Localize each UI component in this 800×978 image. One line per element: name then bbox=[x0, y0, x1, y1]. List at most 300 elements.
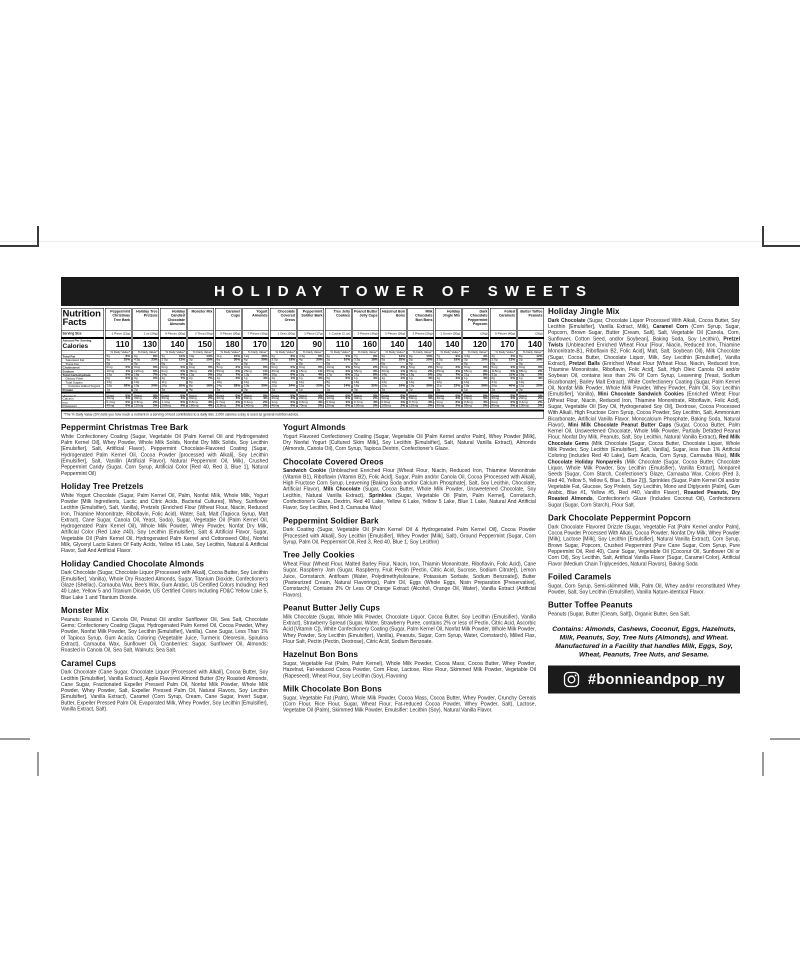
nutrient-value-row: 0g 0% bbox=[326, 376, 350, 381]
nutrient-value-row: 3g 15% bbox=[464, 358, 488, 362]
nutrient-value-row: 0g bbox=[326, 362, 352, 366]
product-column bbox=[105, 308, 132, 408]
nutrient-label: Iron bbox=[62, 400, 104, 404]
nutrient-value-row: 45mg 2% bbox=[271, 369, 295, 373]
nutrient-value-row: 10g 20% bbox=[134, 384, 158, 388]
nutrient-value-row: 14g 28% bbox=[216, 384, 240, 388]
nutrient-value-row: 6g 8% bbox=[271, 354, 295, 358]
daily-value-header: % Daily Value* bbox=[518, 350, 544, 355]
product-column bbox=[490, 308, 517, 408]
nutrient-value-row: 50mg 4% bbox=[409, 396, 433, 401]
nutrient-value-row: 0g bbox=[106, 362, 132, 366]
serving-size-value: 7 Pieces (30g) bbox=[243, 331, 269, 338]
nutrient-value-row: 11g bbox=[243, 380, 269, 384]
serving-size-value: 1 Piece (21g) bbox=[106, 331, 132, 338]
ingredient-section-heading: Monster Mix bbox=[61, 606, 109, 615]
serving-size-value: 2 Tbsp (30g) bbox=[188, 331, 214, 338]
nutrient-value-row: 2g 10% bbox=[519, 358, 543, 362]
serving-size-value: 2 Pieces (26g) bbox=[381, 331, 407, 338]
ingredient-section-heading: Dark Chocolate Peppermint Popcorn bbox=[548, 514, 691, 523]
nutrient-value-row: 16g 6% bbox=[271, 372, 295, 377]
nutrient-value-row: 160mg 4% bbox=[189, 404, 213, 408]
nutrient-value-row: 110mg 2% bbox=[409, 404, 433, 408]
instagram-icon bbox=[563, 671, 580, 688]
nutrient-value-row: 0mcg 0% bbox=[436, 391, 462, 396]
nutrient-value-row: 0mcg 0% bbox=[216, 391, 242, 396]
nutrient-value-row: 10mg 0% bbox=[464, 396, 488, 401]
product-column bbox=[243, 308, 270, 408]
ingredient-section-heading: Yogurt Almonds bbox=[283, 423, 346, 432]
calories-value: 110 bbox=[106, 337, 132, 350]
product-name: Peanut Butter Jelly Cups bbox=[353, 309, 378, 318]
nutrient-label: Protein bbox=[62, 388, 104, 392]
nutrient-value-row: 20mg 2% bbox=[299, 396, 323, 401]
nutrient-value-row: 5mg 2% bbox=[409, 365, 433, 370]
ingredient-text: Sandwich Cookie (Unbleached Enriched Flour [Wheat Flour, Niacin, Reduced Iron, Thiamine Mononitrate (Vitamin B1), Riboflavin (Vitamin B2), Folic Acid], Sugar, Palm and/or Canola Oil, Cocoa [Processed with Alkali], High Fructose Corn Syrup, Leavening [Baking Soda and/or Calcium Phosphate], Salt, Soy Lecithin, Chocolate, Artificial Flavor), Milk Chocolate (Sugar, Cocoa Butter, Whole Milk Powder, Unsweetened Chocolate, Soy Lecithin, Natural Vanilla Extract), Sprinkles (Sugar, Vegetable Oil [Palm, Palm Kernel], Cornstarch, Confectioner's Glaze, Dextrin, Red 40 Lake, Yellow 6 Lake, Yellow 5 Lake, Blue 1 Lake, Natural And Artificial Flavor, Soy Lecithin, Red 3, Carnauba Wax) bbox=[283, 468, 537, 511]
nutrient-value-row: 0.7mg 4% bbox=[216, 400, 240, 404]
daily-value-header: % Daily Value* bbox=[353, 350, 379, 355]
ingredient-text: Sugar, Vegetable Fat (Palm, Palm Kernel), Whole Milk Powder, Cocoa Mass, Cocoa Butter, Whey Powder, Hazelnut, Fat-reduced Cocoa Powder, Corn Flour, Lactose, Rice Flour, Skimmed Milk Powder, Vegetable Oil (Rapeseed), Wheat Flour, Soy Lecithin (Soy), Flavoring bbox=[283, 660, 536, 679]
ingredient-text: Sugar, Vegetable Fat (Palm), Whole Milk Powder, Cocoa Mass, Cocoa Butter, Whey Powder, Crunchy Cereals (Corn Flour, Rice Flour, Sugar, Wheat Flour, Fat-reduced Cocoa Powder, Whey Powder, Salt), Lactose, Vegetable Oil (Palm), Skimmed Milk Powder, Emulsifier: Lecithin (Soy), Natural Vanilla Flavor. bbox=[283, 695, 536, 714]
nutrient-value-row: 110mg 2% bbox=[134, 404, 158, 408]
ingredient-section-heading: Milk Chocolate Bon Bons bbox=[283, 684, 382, 694]
daily-value-header: % Daily Value* bbox=[298, 350, 324, 355]
serving-size-value: 9 Pieces (30g) bbox=[161, 331, 187, 338]
nutrient-value-row: 2g bbox=[436, 388, 462, 392]
serving-size-value: 1 Piece (17g) bbox=[298, 331, 324, 338]
ingredients-column-3-blocks bbox=[548, 308, 740, 618]
daily-value-footnote: *The % Daily Value (DV) tells you how much a nutrient in a serving of food contributes to a daily diet. 2,000 calories a day is used as general nutrition advice. bbox=[61, 410, 544, 419]
ingredient-section-heading: Tree Jelly Cookies bbox=[283, 551, 355, 560]
nutrient-value-row: 0g bbox=[161, 362, 187, 366]
nutrient-value-row: 12g bbox=[271, 380, 297, 384]
serving-size-value: 1 Ounce (30g) bbox=[436, 331, 462, 338]
nutrient-value-row: 0.5mg 2% bbox=[134, 400, 158, 404]
ingredient-section-heading: Peanut Butter Jelly Cups bbox=[283, 603, 381, 613]
nutrient-value-row: 10g 20% bbox=[244, 384, 268, 388]
calories-value: 150 bbox=[188, 337, 214, 350]
crop-mark-top-left-v bbox=[37, 226, 39, 247]
nutrient-value-row: 13g bbox=[381, 380, 407, 384]
nutrient-value-row: 2.5g 13% bbox=[491, 358, 515, 362]
product-name: Foiled Caramels bbox=[498, 309, 515, 318]
serving-size-value: 1 Cookie (1 oz) bbox=[326, 331, 352, 338]
ingredient-text: Milk Chocolate (Sugar, Whole Milk Powder, Chocolate Liquor, Cocoa Butter, Soy Lecithin (Emulsifier), Vanilla Extract), Strawberry Spread (Sugar, Water, Strawberry Puree, contains 2% or less of Pectin, Citric Acid, Ascorbic Acid [Vitamin C]), White Confectionery Coating (Sugar, Palm Kernel Oil, Nonfat Milk Powder, Whole Milk Powder, Whey Powder, Soy Lecithin (Emulsifier), Vanilla), Peanuts, Sugar, Corn Syrup, Water, Cornstarch), Milled Flax, Flour Salt, Pectin (Pectin, Dextrose), Citric Acid, Sodium Benzoate. bbox=[283, 614, 536, 645]
product-name: Hazelnut Bon Bons bbox=[382, 309, 405, 318]
nutrient-label: Total Sugars bbox=[62, 380, 104, 384]
ingredient-text: Yogurt Flavored Confectionery Coating (Sugar, Vegetable Oil [Palm Kernel and/or Palm], Whey Powder [Milk], Dry Nonfat Yogurt [Cultured Skim Milk], Soy Lecithin [Emulsifier], Salt, Natural Vanilla Extract), Almonds (Almonds, Canola Oil), Corn Syrup, Tapioca Dextrin, Confectioner's Glaze. bbox=[283, 433, 536, 452]
nutrient-value-row: 8g 16% bbox=[189, 384, 213, 388]
nutrient-value-row: 3g bbox=[518, 388, 544, 392]
calories-label-cell: Amount Per Serving Calories bbox=[62, 337, 104, 350]
nutrient-value-row: 0.8mg 4% bbox=[464, 400, 488, 404]
nutrient-value-row: 2g bbox=[381, 388, 407, 392]
nutrient-value-row: 12g 15% bbox=[244, 354, 268, 358]
product-column bbox=[518, 308, 545, 408]
ingredient-section-heading: Foiled Caramels bbox=[548, 572, 612, 582]
nutrient-value-row: 11g 22% bbox=[299, 384, 323, 388]
nutrient-value-row: 11g 15% bbox=[216, 354, 240, 358]
nutrient-value-row: 0.8mg 4% bbox=[189, 400, 213, 404]
nutrition-table-grid bbox=[61, 308, 545, 408]
product-column bbox=[298, 308, 325, 408]
nutrient-value-row: 0mcg 0% bbox=[381, 391, 407, 396]
ingredients-column-3 bbox=[548, 308, 740, 694]
nutrient-value-row: 0.7mg 4% bbox=[354, 400, 378, 404]
nutrient-value-row: 10mg 0% bbox=[326, 396, 350, 401]
nutrient-value-row: 0g bbox=[216, 362, 242, 366]
nutrient-value-row: 13g bbox=[106, 380, 132, 384]
ingredient-text: Peanuts (Sugar, Butter [Cream, Salt]), Organic Butter, Sea Salt. bbox=[548, 611, 691, 618]
nutrient-value-row: 0g bbox=[408, 362, 434, 366]
nutrient-value-row: 40mg 2% bbox=[354, 396, 378, 401]
nutrient-value-row: 5mg 2% bbox=[354, 365, 378, 370]
nutrient-label: Saturated Fat bbox=[62, 358, 104, 362]
nutrient-value-row: 55mg 2% bbox=[216, 369, 240, 373]
nutrient-value-row: 20g 40% bbox=[491, 384, 515, 388]
ingredient-section-heading: Holiday Jingle Mix bbox=[548, 307, 620, 316]
nutrient-value-row: 1g bbox=[491, 388, 517, 392]
product-name: Butter Toffee Peanuts bbox=[520, 309, 543, 318]
nutrient-value-row: 0g 0% bbox=[134, 376, 158, 381]
serving-size-value: (26g) bbox=[518, 331, 544, 338]
product-name: Milk Chocolate Bon Bons bbox=[415, 309, 433, 322]
nutrient-value-row: 45mg 2% bbox=[189, 369, 213, 373]
nutrient-value-row: 0mg 0% bbox=[491, 400, 515, 404]
daily-value-header: % Daily Value* bbox=[381, 350, 407, 355]
nutrient-value-row: 40mg 0% bbox=[271, 404, 295, 408]
nutrient-value-row: 11g bbox=[161, 380, 187, 384]
daily-value-header: % Daily Value* bbox=[326, 350, 352, 355]
ingredient-section-heading: Chocolate Covered Oreos bbox=[283, 457, 384, 467]
nutrient-value-row: 0.6mg 4% bbox=[326, 400, 350, 404]
nutrient-value-row: 65mg 3% bbox=[354, 369, 378, 373]
daily-value-header: % Daily Value* bbox=[243, 350, 269, 355]
nutrient-value-row: 1g bbox=[326, 388, 352, 392]
ingredient-text: Dark Chocolate (Sugar, Chocolate Liquor Processed With Alkali, Cocoa Butter, Soy Lecithin [Emulsifier], Vanilla Extract, Milk), Caramel Corn (Corn Syrup, Sugar, Popcorn, Brown Sugar, Butter [Cream, Salt], Salt, Vegetable Oil [Canola, Corn, Sunflower, Cotton Seed, and/or Soybean], Baking Soda, Soy Lecithin), Pretzel Twists (Unbleached Enriched Wheat Flour [Flour, Niacin, Reduced Iron, Thiamine Mononitrate-B1, Riboflavin B2, Folic Acid], Malt, Salt, Soybean Oil), Milk Chocolate (Sugar, Cocoa Butter, Chocolate Liquor, Milk, Soy Lecithin [Emulsifier], Vanilla Extract), Pretzel Balls (Enriched Wheat Flour [Wheat Flour, Niacin, Reduced Iron, Thiamine Mononitrate, Riboflavin, Folic Acid], Salt, High Oleic Canola Oil and/or Soybean Oil, contains less than 2% Of Corn Syrup, Leavening [Yeast, Sodium Bicarbonate], Barley Malt Extract), White Confectionery Coating (Sugar, Palm Kernel Oil, Nonfat Milk Powder, Whole Milk Powder, Whey Powder, Palm Oil, Soy Lecithin [Emulsifier], Vanilla), Mini Chocolate Sandwich Cookies (Enriched Wheat Flour [Wheat Flour, Niacin, Reduced Iron, Thiamine Mononitrate, Riboflavin, Folic Acid], Sugar, Vegetable Oil [Soy Oil, Hydrogenated Soy Oil], Dextrose, Cocoa Processed With Alkali, High Fructose Corn Syrup, Cocoa Powder, Soy Lecithin, Salt, Ammonium Bicarbonate, Artificial Vanilla Flavor, Monocalcium Phosphate, Baking Soda, Natural Flavor), Mini Milk Chocolate Peanut Butter Cups (Sugar, Cocoa Butter, Palm Kernel Oil, Unsweetened Chocolate, Whole Milk Powder, Partially Defatted Peanut Flour, Nonfat Dry Milk, Peanuts, Salt, Soy Lecithin, Natural Vanilla Extract), Red Milk Chocolate Gems (Milk Chocolate [Sugar, Cocoa Butter, Chocolate Liquor, Whole Milk Powder, Soy Lecithin (Emulsifier), Salt, Vanilla], Sugar, less than 1% Artificial Coloring [includes Red 40 Lake], Gum Acacia, Corn Syrup, Carnauba Wax), Milk Chocolate Holiday Nonpareils (Milk Chocolate [Sugar, Cocoa Butter, Chocolate Liquor, Whole Milk Powder, Soy Lecithin (Emulsifier), Vanilla Extract], Nonpareil Seeds [Sugar, Corn Starch, Confectioner's Glaze, Carnauba Wax, Colors (Red 3, Red 40, Yellow 5, Yellow 6, Blue 1, Blue 2)]), Sprinkles (Sugar, Palm Kernel Oil and/or Vegetable Fat, Glucose, Soy Protein, Soy Lecithin, Mono and Diglycerin [Palm], Gum Arabic, Blue #1, Yellow #5, Red #40, Vanillin Flavor), Roasted Peanuts, Dry Roasted Almonds, Confectioner's Glaze (Includes Coconut Oil), Confectioners Sugar (Sugar, Corn Starch), Flour Salt. bbox=[548, 317, 741, 508]
nutrient-value-row: 6g 30% bbox=[244, 358, 268, 362]
nutrient-value-row: 40mg 2% bbox=[106, 396, 130, 401]
product-column bbox=[463, 308, 490, 408]
allergen-statement: Contains: Almonds, Cashews, Coconut, Eggs, Hazelnuts, Milk, Peanuts, Soy, Tree Nuts (Almonds), and Wheat. Manufactured in a Facility that handles Milk, Eggs, Soy, Wheat, Peanuts, Tree Nuts, and Sesame. bbox=[552, 625, 736, 659]
nutrient-value-row: 25mg 1% bbox=[244, 369, 268, 373]
daily-value-header: % Daily Value* bbox=[133, 350, 159, 355]
nutrient-value-row: 1mg 6% bbox=[271, 400, 295, 404]
nutrient-value-row: 1g 4% bbox=[464, 376, 488, 381]
nutrient-value-row: 0mg 0% bbox=[161, 365, 185, 370]
daily-value-header: % Daily Value* bbox=[188, 350, 214, 355]
nutrient-value-row: 115mg 5% bbox=[491, 369, 515, 373]
nutrient-value-row: 0.1mg 0% bbox=[106, 400, 130, 404]
nutrient-value-row: 20mg 2% bbox=[271, 396, 295, 401]
nutrient-value-row: 9g bbox=[188, 380, 214, 384]
ingredient-text: Wheat Flour (Wheat Flour, Malted Barley Flour, Niacin, Iron, Thiamin Mononitrate, Riboflavin, Folic Acid), Cane Sugar, Raspberry Jam (Sugar, Raspberry, Fruit Pectin [Pectin, Citric Acid, Sucrose, Sodium Citrate]), Lemon Juice, Cornstarch, Antifoam (Water, Polydimethylsiloxane, Potassium Sorbate, Sodium Benzoate]), Butter (Pasteurized Cream, Natural Flavorings), Palm Oil, Eggs (Whole Eggs, Nisin Preparation [Preservative], Cornstarch), Contains 2% Or Less Of Orange Extract (Alcohol, Orange Oil, Water), Vanilla Extract (Artificial Flavors). bbox=[283, 561, 536, 598]
nutrient-value-row: 12g bbox=[436, 380, 462, 384]
nutrient-value-row: 130mg 2% bbox=[519, 404, 543, 408]
nutrient-value-row: 0mg 0% bbox=[134, 365, 158, 370]
nutrient-value-row: 0mg 0% bbox=[189, 365, 213, 370]
nutrient-value-row: 1g bbox=[298, 388, 324, 392]
crop-mark-bottom-left-v bbox=[37, 752, 39, 776]
nutrient-value-row: 10g 20% bbox=[161, 384, 185, 388]
ingredient-section-heading: Peppermint Soldier Bark bbox=[283, 516, 379, 526]
nutrient-label: Potassium bbox=[62, 404, 104, 408]
product-name: Peppermint Christmas Tree Bark bbox=[110, 309, 130, 322]
nutrient-value-row: 7g 9% bbox=[354, 354, 378, 358]
crop-mark-top-right-h bbox=[763, 245, 800, 247]
product-name: Peppermint Soldier Bark bbox=[301, 309, 323, 318]
nutrient-value-row: 3.5g 18% bbox=[271, 358, 295, 362]
ingredient-section-heading: Hazelnut Bon Bons bbox=[283, 650, 359, 660]
nutrient-value-row: 18g bbox=[353, 380, 379, 384]
nutrient-value-row: 0mcg 0% bbox=[161, 391, 187, 396]
daily-value-header: % Daily Value* bbox=[161, 350, 187, 355]
nutrient-value-row: 85mg 2% bbox=[491, 404, 515, 408]
product-column bbox=[325, 308, 352, 408]
nutrient-value-row: 3g bbox=[243, 388, 269, 392]
ingredient-section-heading: Butter Toffee Peanuts bbox=[548, 601, 633, 610]
nutrient-value-row: 0g bbox=[188, 362, 214, 366]
product-name: Holiday Candied Chocolate Almonds bbox=[167, 309, 185, 327]
calories-value: 170 bbox=[491, 337, 517, 350]
nutrient-value-row: 13g 26% bbox=[464, 384, 488, 388]
nutrient-value-row: 3.5g 18% bbox=[436, 358, 460, 362]
calories-value: 140 bbox=[408, 337, 434, 350]
nutrient-value-row: 9g 12% bbox=[381, 354, 405, 358]
ingredient-text: Dark Chocolate (Sugar, Chocolate Liquor [Processed with Alkali], Cocoa Butter, Soy Lecithin [Emulsifier], Vanilla), Whole Dry Roasted Almonds, Sugar, Titanium Dioxide, Confectioner's Glaze (Shellac), Carnauba Wax, Bee's Wax, Gum Arabic, US Certified Colors Including: Red 40 Lake, Yellow 5 and Titanium Dioxide, US Certified Colors Including FD&C Yellow Lake 5, Blue Lake 1 and Titanium Dioxide. bbox=[61, 570, 268, 601]
nutrient-value-row: 120mg 5% bbox=[134, 369, 158, 373]
nutrient-value-row: 1g 4% bbox=[409, 376, 433, 381]
nutrient-value-row: 7g 14% bbox=[326, 384, 350, 388]
product-column bbox=[133, 308, 160, 408]
crop-mark-bottom-right-v bbox=[762, 752, 764, 776]
nutrient-value-row: 0mg 0% bbox=[271, 365, 295, 370]
social-hashtag: #bonnieandpop_ny bbox=[588, 671, 725, 688]
nutrient-value-row: 2g 7% bbox=[189, 376, 213, 381]
nutrient-value-row: 3g bbox=[353, 388, 379, 392]
nutrient-value-row: 0mcg 0% bbox=[326, 391, 352, 396]
product-name: Dark Chocolate Peppermint Popcorn bbox=[467, 309, 488, 327]
nutrient-value-row: 15g 5% bbox=[519, 372, 543, 377]
nutrient-value-row: 2g bbox=[408, 388, 434, 392]
nutrient-value-row: 1g 4% bbox=[299, 376, 323, 381]
nutrient-label: Cholesterol bbox=[62, 366, 104, 370]
calories-value: 120 bbox=[271, 337, 297, 350]
serving-size-value: 1 Oreo (20g) bbox=[271, 331, 297, 338]
nutrient-value-row: 4.5g 6% bbox=[299, 354, 323, 358]
nutrient-value-row: 7g 9% bbox=[436, 354, 460, 358]
nutrient-value-row: 6g 8% bbox=[106, 354, 130, 358]
nutrient-value-row: 10g 13% bbox=[189, 354, 213, 358]
nutrient-value-row: 10g bbox=[133, 380, 159, 384]
nutrient-value-row: 1g bbox=[463, 388, 489, 392]
nutrient-value-row: 21g bbox=[491, 380, 517, 384]
nutrient-value-row: 13g 5% bbox=[106, 372, 130, 377]
nutrient-value-row: 40mg 4% bbox=[216, 396, 240, 401]
nutrient-value-row: 0mcg 0% bbox=[463, 391, 489, 396]
nutrient-value-row: 3g 15% bbox=[189, 358, 213, 362]
nutrient-value-row: 0g bbox=[463, 362, 489, 366]
nutrient-value-row: 10mg 3% bbox=[326, 365, 350, 370]
calories-value: 140 bbox=[436, 337, 462, 350]
nutrient-value-row: 160mg 4% bbox=[161, 404, 185, 408]
nutrient-value-row: 1g 4% bbox=[381, 376, 405, 381]
nutrient-value-row: 0mcg 0% bbox=[106, 391, 132, 396]
nutrient-value-row: 1g bbox=[271, 388, 297, 392]
nutrient-label: Dietary Fiber bbox=[62, 377, 104, 381]
nutrient-value-row: 0g bbox=[353, 362, 379, 366]
nutrient-value-row: 70mg 2% bbox=[299, 404, 323, 408]
nutrient-value-row: 18g 7% bbox=[134, 372, 158, 377]
nutrition-facts-title: Nutrition Facts bbox=[62, 308, 101, 328]
ingredient-section-heading: Holiday Candied Chocolate Almonds bbox=[61, 559, 205, 569]
nutrient-value-row: 55mg 2% bbox=[326, 369, 350, 373]
nutrient-value-row: 0.4mg 2% bbox=[519, 400, 543, 404]
daily-value-header: % Daily Value* bbox=[408, 350, 434, 355]
nutrient-value-row: 11g bbox=[298, 380, 324, 384]
nutrient-value-row: 1mg 6% bbox=[436, 400, 460, 404]
nutrition-table bbox=[61, 308, 545, 419]
nutrient-value-row: 0mcg 0% bbox=[271, 391, 297, 396]
nutrient-value-row: 30mg 2% bbox=[134, 396, 158, 401]
nutrient-value-row: 0g bbox=[133, 362, 159, 366]
nutrient-value-row: 0mcg 0% bbox=[298, 391, 324, 396]
nutrient-value-row: 2g 7% bbox=[161, 376, 185, 381]
calories-value: 140 bbox=[161, 337, 187, 350]
nutrient-value-row: 4g 20% bbox=[299, 358, 323, 362]
nutrient-value-row: 65mg 3% bbox=[464, 369, 488, 373]
daily-value-header: % Daily Value* bbox=[463, 350, 489, 355]
nutrient-value-row: 1g 4% bbox=[519, 376, 543, 381]
product-name: Yogurt Almonds bbox=[252, 309, 268, 318]
nutrient-value-row: 15mg 1% bbox=[299, 369, 323, 373]
nutrient-value-row: 0mcg 0% bbox=[188, 391, 214, 396]
product-name: Holiday Jingle Mix bbox=[442, 309, 460, 318]
nutrient-value-row: 0mcg 0% bbox=[491, 391, 517, 396]
nutrient-value-row: 30mg 2% bbox=[436, 396, 460, 401]
nutrient-value-row: 0g bbox=[243, 362, 269, 366]
calories-value: 140 bbox=[381, 337, 407, 350]
nutrient-value-row: 130mg 2% bbox=[354, 404, 378, 408]
nutrient-value-row: 0.6mg 4% bbox=[299, 400, 323, 404]
nutrient-value-row: 60mg 4% bbox=[161, 396, 185, 401]
nutrient-value-row: 2.5g 13% bbox=[161, 358, 185, 362]
calories-value: 90 bbox=[298, 337, 324, 350]
serving-size-value: 1 oz (28g) bbox=[133, 331, 159, 338]
ingredient-text: White Confectionery Coating (Sugar, Vegetable Oil [Palm Kernel Oil and Hydrogenated Palm Kernel Oil], Whey Powder, Whole Milk Solids, Nonfat Dry Milk Solids, Soy Lecithin [Emulsifier], Salt, Artificial Flavor), Peppermint Chocolate-Flavored Coating (Sugar, Hydrogenated Palm Kernel Oil, Cocoa Powder [processed with Alkali], Soy Lecithin [Emulsifier], Salt, Vanillin [Artificial Flavor], Natural Peppermint Oil, Milk), Crushed Peppermint Candy (Sugar, Corn Syrup, Artificial Color [Red 40, Red 3, Blue 1], Natural Peppermint Oil) bbox=[61, 433, 268, 477]
nutrient-value-row: 0mcg 0% bbox=[518, 391, 544, 396]
nutrient-value-row: 16g 32% bbox=[354, 384, 378, 388]
nutrient-value-row: 2g bbox=[133, 388, 159, 392]
nutrient-value-row: 0mcg 0% bbox=[353, 391, 379, 396]
nutrient-value-row: 0mg 0% bbox=[244, 365, 268, 370]
calories-value: 140 bbox=[518, 337, 544, 350]
crop-mark-bottom-right-h bbox=[770, 738, 800, 740]
nutrient-value-row: 55mg 2% bbox=[519, 369, 543, 373]
crop-mark-bottom-left-h bbox=[0, 738, 30, 740]
nutrient-value-row: 0mcg 0% bbox=[243, 391, 269, 396]
product-column bbox=[215, 308, 242, 408]
nutrient-value-row: 0mg 0% bbox=[299, 365, 323, 370]
nutrient-value-row: 3g bbox=[216, 388, 242, 392]
nutrient-value-row: 140mg 2% bbox=[244, 404, 268, 408]
nutrient-label: Total Fat bbox=[62, 355, 104, 359]
nutrient-value-row: 1.1mg 6% bbox=[161, 400, 185, 404]
nutrient-value-row: 14g 5% bbox=[161, 372, 185, 377]
nutrient-value-row: 0g bbox=[271, 362, 297, 366]
calories-value: 130 bbox=[133, 337, 159, 350]
nutrient-value-row: 9g 11% bbox=[161, 354, 185, 358]
nutrient-label: Trans Fat bbox=[62, 362, 104, 366]
ingredients-column-1 bbox=[61, 424, 268, 713]
ingredients-column-2 bbox=[283, 424, 536, 714]
ingredient-text: Dark Coating (Sugar, Vegetable Oil [Palm Kernel Oil & Hydrogenated Palm Kernel Oil], Cocoa Powder [Processed with Alkali], Soy Lecithin [Emulsifier], Whey Powder [Milk], Salt), Ground Peppermint (Sugar, Corn Syrup, Palm Oil, Peppermint Oil, Red 3, Red 40, Blue 1, Soy Lecithin) bbox=[283, 527, 536, 545]
nutrient-value-row: 95mg 2% bbox=[436, 404, 460, 408]
nutrient-value-row: 55mg 2% bbox=[464, 404, 488, 408]
nutrient-value-row: 1g bbox=[106, 388, 132, 392]
nutrient-value-row: 5g 25% bbox=[381, 358, 405, 362]
nutrient-value-row: 14g 5% bbox=[381, 372, 405, 377]
serving-size-value: 2 Pieces (26g) bbox=[408, 331, 434, 338]
product-column bbox=[188, 308, 215, 408]
product-name: Monster Mix bbox=[191, 309, 213, 314]
nutrient-value-row: 30mg 2% bbox=[189, 396, 213, 401]
nutrient-value-row: 18g 7% bbox=[436, 372, 460, 377]
nutrient-value-row: 12g bbox=[518, 380, 544, 384]
nutrient-value-row: 35mg 2% bbox=[409, 369, 433, 373]
nutrient-value-row: 11g 22% bbox=[436, 384, 460, 388]
nutrient-value-row: 0mg 0% bbox=[519, 365, 543, 370]
nutrient-value-row: 17g 6% bbox=[326, 372, 350, 377]
nutrient-value-row: 0g bbox=[381, 362, 407, 366]
nutrient-value-row: 20mg 2% bbox=[519, 396, 543, 401]
product-title: HOLIDAY TOWER OF SWEETS bbox=[213, 283, 594, 300]
nutrient-value-row: 3.5g 18% bbox=[354, 358, 378, 362]
nutrient-value-row: 1g 4% bbox=[271, 376, 295, 381]
nutrient-value-row: 25mg 0% bbox=[326, 404, 350, 408]
nutrient-value-row: 50mg 4% bbox=[381, 396, 405, 401]
serving-size-label: Serving Size bbox=[62, 331, 104, 338]
nutrient-value-row: 21g 8% bbox=[354, 372, 378, 377]
nutrient-label: Total Carbohydrate bbox=[62, 373, 104, 377]
nutrient-value-row: 4g bbox=[188, 388, 214, 392]
daily-value-header: % Daily Value* bbox=[491, 350, 517, 355]
nutrient-value-row: 14g bbox=[408, 380, 434, 384]
nutrient-value-row: 0g bbox=[491, 362, 517, 366]
nutrient-value-row: 5mg 2% bbox=[491, 365, 515, 370]
ingredient-section-heading: Peppermint Christmas Tree Bark bbox=[61, 423, 189, 432]
product-name: Caramel Cups bbox=[225, 309, 240, 318]
nutrient-value-row: 13g 5% bbox=[189, 372, 213, 377]
product-column bbox=[160, 308, 187, 408]
nutrient-value-row: 12g 24% bbox=[381, 384, 405, 388]
ingredient-text: Peanuts: Roasted in Canola Oil, Peanut Oil and/or Sunflower Oil, Sea Salt, Chocolate Gems: Confectionery Coating (Sugar, Hydrogenated Palm Kernel Oil, Cocoa Powder, Whey Powder, Nonfat Milk Powder, Soy Lecithin [Emulsifier], Vanilla), Cane Sugar, Less Than 1% of Tapioca Syrup, Gum Acacia, Coloring (Vegetable Juice, Turmeric Oleoresin, Spirulina Extract), Carnauba Wax, Sunflower Oil, Cranberries: Sugar, Sunflower Oil, Almonds: Roasted in Canola Oil, Sea Salt, Walnuts: Sea Salt. bbox=[61, 616, 268, 654]
crop-mark-top-left-h bbox=[0, 245, 38, 247]
nutrient-value-row: 5g 25% bbox=[409, 358, 433, 362]
nutrient-value-row: 0g bbox=[436, 362, 462, 366]
ingredient-text: Dark Chocolate (Cane Sugar, Chocolate Liquor [Processed with Alkali], Cocoa Butter, Soy Lecithin [Emulsifier], Vanilla Extract), Apple Flavored Almond Butter (Dry Roasted Almonds, Cane Sugar, Fractionated Expeller Pressed Palm Oil, Nonfat Milk Powder, Whole Milk Powder, Whey Powder, Salt, Expeller Pressed Palm Oil, Natural Flavors, Soy Lecithin [Emulsifier], Vanilla Extract), Caramel (Corn Syrup, Cream, Cane Sugar, Invert Sugar, Butter, Expeller Pressed Palm Oil, Evaporated Milk, Whey Powder, Soy Lecithin [Emulsifier], Vanilla Extract, Salt). bbox=[61, 669, 268, 713]
fold-line-top bbox=[0, 241, 800, 242]
nutrient-value-row: 0mg 0% bbox=[464, 365, 488, 370]
product-column bbox=[408, 308, 435, 408]
calories-value: 170 bbox=[243, 337, 269, 350]
nutrient-value-row: 21g 8% bbox=[464, 372, 488, 377]
ingredient-text: Sugar, Corn Syrup, Semi-skimmed Milk, Palm Oil, Whey and/or reconstituted Whey Powder, Salt, Soy Lecithin (Emulsifier), Vanilla Nature-identical Flavor. bbox=[548, 583, 740, 595]
nutrient-value-row: 6g 8% bbox=[134, 354, 158, 358]
nutrient-value-row: 4.5g 23% bbox=[134, 358, 158, 362]
nutrient-value-row: 3g bbox=[161, 388, 187, 392]
nutrient-value-row: 30mg 1% bbox=[381, 369, 405, 373]
